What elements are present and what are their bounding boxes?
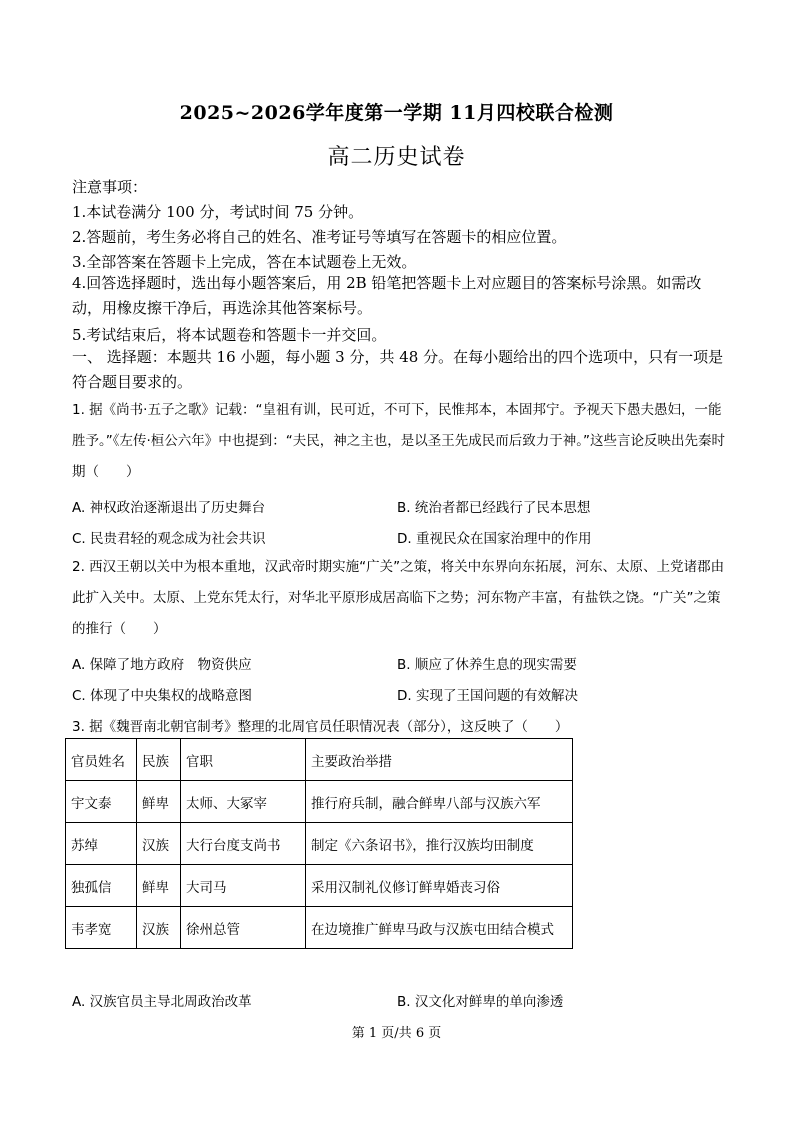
question-2-stem: 2. 西汉王朝以关中为根本重地，汉武帝时期实施“广关”之策，将关中东界向东拓展，河东、太原、上党诸郡由此扩入关中。太原、上党东凭太行，对华北平原形成居高临下之势；河东物产丰富，有盐铁之饶。“广关”之策的推行（ ） <box>72 559 725 637</box>
question-1-option-d[interactable]: D. 重视民众在国家治理中的作用 <box>397 531 592 547</box>
question-1-option-a[interactable]: A. 神权政治逐渐退出了历史舞台 <box>72 500 266 516</box>
table-cell: 独孤信 <box>66 865 137 907</box>
table-cell: 汉族 <box>137 907 181 949</box>
question-1-option-c[interactable]: C. 民贵君轻的观念成为社会共识 <box>72 531 266 547</box>
official-table <box>65 738 573 949</box>
question-1-option-b[interactable]: B. 统治者都已经践行了民本思想 <box>397 500 591 516</box>
table-header-cell: 官员姓名 <box>66 739 137 781</box>
table-cell: 大司马 <box>181 865 306 907</box>
notice-item-1: 1.本试卷满分 100 分，考试时间 75 分钟。 <box>72 203 364 221</box>
question-3-option-a[interactable]: A. 汉族官员主导北周政治改革 <box>72 994 252 1010</box>
section-heading: 一、 选择题：本题共 16 小题，每小题 3 分，共 48 分。在每小题给出的四个选项中，只有一项是符合题目要求的。 <box>72 348 724 391</box>
table-header-cell: 主要政治举措 <box>306 739 573 781</box>
table-row <box>66 781 573 823</box>
table-header-cell: 官职 <box>181 739 306 781</box>
question-3-option-b[interactable]: B. 汉文化对鲜卑的单向渗透 <box>397 994 564 1010</box>
notice-item-4: 4.回答选择题时，选出每小题答案后，用 2B 铅笔把答题卡上对应题目的答案标号涂黑。如需改动，用橡皮擦干净后，再选涂其他答案标号。 <box>72 274 702 317</box>
table-row <box>66 865 573 907</box>
table-cell: 推行府兵制，融合鲜卑八部与汉族六军 <box>306 781 573 823</box>
question-2-option-d[interactable]: D. 实现了王国问题的有效解决 <box>397 688 578 704</box>
notice-item-3: 3.全部答案在答题卡上完成，答在本试题卷上无效。 <box>72 253 417 271</box>
question-2-option-a[interactable]: A. 保障了地方政府 物资供应 <box>72 657 252 673</box>
notice-item-5: 5.考试结束后，将本试题卷和答题卡一并交回。 <box>72 326 387 344</box>
question-2-option-c[interactable]: C. 体现了中央集权的战略意图 <box>72 688 253 704</box>
question-3-stem: 3. 据《魏晋南北朝官制考》整理的北周官员任职情况表（部分），这反映了（ ） <box>72 719 569 735</box>
exam-subtitle: 高二历史试卷 <box>327 145 466 170</box>
table-cell: 大行台度支尚书 <box>181 823 306 865</box>
notice-heading: 注意事项： <box>72 178 148 196</box>
page-number: 第 1 页/共 6 页 <box>351 1026 442 1041</box>
question-1-stem: 1. 据《尚书·五子之歌》记载：“皇祖有训，民可近，不可下，民惟邦本，本固邦宁。予视天下愚夫愚妇，一能胜予。”《左传·桓公六年》中也提到：“夫民，神之主也，是以圣王先成民而后致力于神。”这些言论反映出先秦时期（ ） <box>72 402 726 480</box>
table-cell: 采用汉制礼仪修订鲜卑婚丧习俗 <box>306 865 573 907</box>
table-row <box>66 823 573 865</box>
table-cell: 在边境推广鲜卑马政与汉族屯田结合模式 <box>306 907 573 949</box>
notice-item-2: 2.答题前，考生务必将自己的姓名、准考证号等填写在答题卡的相应位置。 <box>72 228 567 246</box>
table-cell: 太师、大冢宰 <box>181 781 306 823</box>
table-cell: 韦孝宽 <box>66 907 137 949</box>
table-row <box>66 907 573 949</box>
table-cell: 徐州总管 <box>181 907 306 949</box>
table-cell: 宇文泰 <box>66 781 137 823</box>
table-header-cell: 民族 <box>137 739 181 781</box>
table-cell: 苏绰 <box>66 823 137 865</box>
table-cell: 制定《六条诏书》，推行汉族均田制度 <box>306 823 573 865</box>
table-cell: 鲜卑 <box>137 865 181 907</box>
question-2-option-b[interactable]: B. 顺应了休养生息的现实需要 <box>397 657 577 673</box>
table-cell: 鲜卑 <box>137 781 181 823</box>
table-header-row <box>66 739 573 781</box>
exam-title: 2025~2026学年度第一学期 11月四校联合检测 <box>179 102 614 124</box>
table-cell: 汉族 <box>137 823 181 865</box>
